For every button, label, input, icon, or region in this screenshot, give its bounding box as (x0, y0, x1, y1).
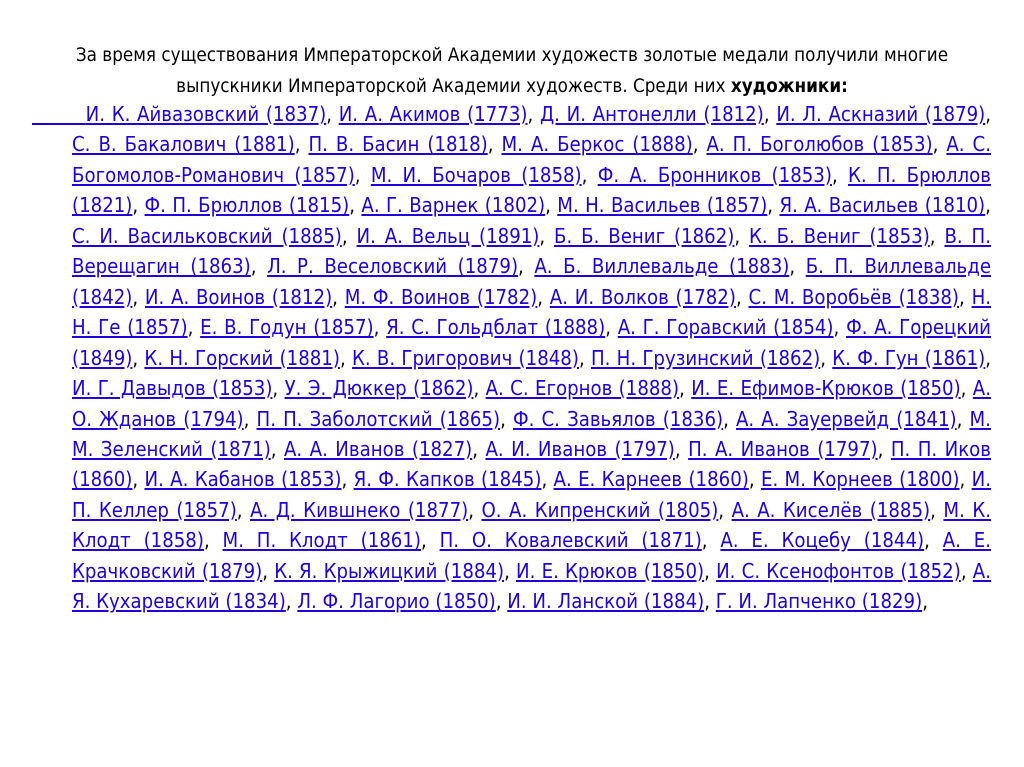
separator: , (820, 345, 833, 370)
artist-link[interactable]: М. П. Клодт (1861) (222, 528, 421, 553)
artist-link[interactable]: П. П. Иков (1860) (72, 436, 991, 492)
artist-link[interactable]: И. А. Воинов (1812) (144, 284, 333, 309)
separator: , (262, 558, 275, 583)
artist-link[interactable]: И. Е. Крюков (1850) (516, 558, 705, 583)
artist-link[interactable]: А. Б. Виллевальде (1883) (534, 254, 790, 279)
artist-link[interactable]: А. Г. Горавский (1854) (617, 315, 834, 340)
artist-link[interactable]: М. Н. Васильев (1857) (557, 193, 768, 218)
separator: , (203, 528, 223, 553)
separator: , (605, 315, 618, 340)
separator: , (294, 132, 309, 157)
indent-underline (32, 102, 86, 126)
artist-link[interactable]: А. Я. Кухаревский (1834) (72, 558, 991, 614)
heading-bold-text: художники: (730, 76, 848, 97)
artist-link[interactable]: А. А. Киселёв (1885) (731, 497, 931, 522)
artist-link[interactable]: Я. Ф. Капков (1845) (353, 467, 542, 492)
separator: , (877, 436, 891, 461)
separator: , (581, 162, 598, 187)
separator: , (985, 102, 992, 126)
separator: , (187, 315, 201, 340)
artist-link[interactable]: С. М. Воробьёв (1838) (748, 284, 960, 309)
artist-link[interactable]: К. Я. Крыжицкий (1884) (274, 558, 505, 583)
artist-link[interactable]: Ф. П. Брюллов (1815) (144, 193, 350, 218)
artist-link[interactable]: Е. М. Корнеев (1800) (760, 467, 960, 492)
separator: , (495, 589, 508, 614)
separator: , (285, 589, 298, 614)
artist-link[interactable]: И. И. Ланской (1884) (507, 589, 705, 614)
artist-link[interactable]: М. М. Зеленский (1871) (72, 406, 991, 461)
artist-link[interactable]: А. Е. Крачковский (1879) (72, 528, 991, 583)
separator: , (468, 497, 482, 522)
separator: , (748, 467, 761, 492)
artist-link[interactable]: Г. И. Лапченко (1829) (715, 589, 923, 614)
artist-link[interactable]: А. Е. Коцебу (1844) (720, 528, 925, 553)
separator: , (985, 193, 991, 218)
separator: , (473, 376, 486, 401)
artist-link[interactable]: А. А. Зауервейд (1841) (736, 406, 957, 431)
separator: , (518, 254, 535, 279)
artist-link[interactable]: К. В. Григорович (1848) (351, 345, 579, 370)
slide-heading (60, 40, 964, 102)
separator: , (674, 436, 689, 461)
heading-text: За время существования Императорской Академии художеств золотые медали получили многие выпускники Императорской Академии художеств. Среди них (75, 45, 949, 97)
artist-link[interactable]: Б. Б. Вениг (1862) (554, 223, 735, 248)
artist-link[interactable]: К. Н. Горский (1881) (144, 345, 340, 370)
separator: , (831, 162, 848, 187)
artist-link[interactable]: А. Е. Карнеев (1860) (553, 467, 749, 492)
separator: , (339, 345, 352, 370)
separator: , (545, 193, 558, 218)
separator: , (734, 223, 750, 248)
separator: , (272, 376, 285, 401)
separator: , (578, 345, 591, 370)
artist-link[interactable]: Л. Р. Веселовский (1879) (267, 254, 519, 279)
separator: , (132, 284, 145, 309)
separator: , (718, 497, 732, 522)
artist-link[interactable]: И. С. Ксенофонтов (1852) (716, 558, 961, 583)
artist-link[interactable]: М. Ф. Воинов (1782) (344, 284, 538, 309)
artist-link[interactable]: В. П. Верещагин (1863) (72, 223, 991, 279)
artist-link[interactable]: И. Е. Ефимов-Крюков (1850) (691, 376, 961, 401)
artist-link[interactable]: П. О. Ковалевский (1871) (439, 528, 702, 553)
separator: , (250, 254, 268, 279)
separator: , (373, 315, 387, 340)
artist-link[interactable]: И. П. Келлер (1857) (72, 467, 991, 522)
artist-link[interactable]: П. А. Иванов (1797) (688, 436, 878, 461)
separator: , (236, 497, 251, 522)
separator: , (132, 193, 145, 218)
separator: , (692, 132, 707, 157)
artist-link[interactable]: Д. И. Антонелли (1812) (539, 102, 764, 126)
artist-link[interactable]: К. П. Брюллов (1821) (72, 162, 991, 218)
separator: , (541, 467, 554, 492)
artist-link[interactable]: И. Г. Давыдов (1853) (72, 376, 273, 401)
separator: , (929, 223, 945, 248)
artist-link[interactable]: Я. А. Васильев (1810) (779, 193, 986, 218)
artist-link[interactable]: А. О. Жданов (1794) (72, 376, 991, 431)
separator: , (326, 102, 339, 126)
artist-link[interactable]: С. В. Бакалович (1881) (72, 132, 295, 157)
separator: , (922, 589, 928, 614)
separator: , (767, 193, 780, 218)
separator: , (763, 102, 777, 126)
artist-link[interactable]: П. П. Заболотский (1865) (256, 406, 501, 431)
artist-link[interactable]: У. Э. Дюккер (1862) (284, 376, 474, 401)
artist-link[interactable]: И. А. Вельц (1891) (356, 223, 540, 248)
artist-link[interactable]: П. Н. Грузинский (1862) (590, 345, 821, 370)
artist-link[interactable]: П. В. Басин (1818) (308, 132, 488, 157)
artist-link[interactable]: С. И. Васильковский (1885) (72, 223, 342, 248)
artist-link[interactable]: А. Д. Кившнеко (1877) (250, 497, 469, 522)
separator: , (930, 497, 944, 522)
artist-link[interactable]: М. К. Клодт (1858) (72, 497, 991, 553)
artist-link[interactable]: Ф. А. Бронников (1853) (597, 162, 832, 187)
artist-link[interactable]: И. А. Акимов (1773) (338, 102, 528, 126)
separator: , (704, 558, 717, 583)
separator: , (679, 376, 692, 401)
artist-link[interactable]: А. Г. Варнек (1802) (361, 193, 546, 218)
artist-link[interactable]: А. И. Иванов (1797) (485, 436, 675, 461)
separator: , (959, 467, 972, 492)
artist-link[interactable]: А. С. Егорнов (1888) (485, 376, 680, 401)
separator: , (723, 406, 736, 431)
separator: , (833, 315, 847, 340)
separator: , (960, 376, 973, 401)
separator: , (349, 193, 362, 218)
artist-link[interactable]: А. П. Боголюбов (1853) (706, 132, 933, 157)
artist-links (72, 102, 991, 613)
separator: , (500, 406, 513, 431)
separator: , (956, 406, 970, 431)
separator: , (527, 102, 540, 126)
separator: , (243, 406, 257, 431)
separator: , (132, 467, 145, 492)
artist-link[interactable]: Ф. А. Горецкий (1849) (72, 315, 991, 370)
artist-link[interactable]: М. А. Беркос (1888) (501, 132, 693, 157)
separator: , (701, 528, 721, 553)
separator: , (341, 223, 357, 248)
separator: , (354, 162, 371, 187)
separator: , (985, 345, 991, 370)
artist-link[interactable]: Ф. С. Завьялов (1836) (512, 406, 724, 431)
separator: , (537, 284, 550, 309)
separator: , (924, 528, 943, 553)
artist-list (72, 99, 991, 617)
separator: , (959, 284, 972, 309)
separator: , (539, 223, 555, 248)
separator: , (132, 345, 145, 370)
separator: , (332, 284, 345, 309)
artist-link[interactable]: М. И. Бочаров (1858) (370, 162, 582, 187)
artist-link[interactable]: А. А. Иванов (1827) (284, 436, 473, 461)
separator: , (472, 436, 486, 461)
artist-link[interactable]: И. Л. Аскназий (1879) (776, 102, 986, 126)
artist-link[interactable]: О. А. Кипренский (1805) (481, 497, 719, 522)
artist-link[interactable]: А. И. Волков (1782) (549, 284, 736, 309)
separator: , (504, 558, 517, 583)
separator: , (341, 467, 354, 492)
artist-link[interactable]: И. А. Кабанов (1853) (144, 467, 342, 492)
artist-link[interactable]: Е. В. Годун (1857) (200, 315, 374, 340)
artist-link[interactable]: И. К. Айвазовский (1837) (85, 102, 327, 126)
separator: , (789, 254, 806, 279)
separator: , (735, 284, 749, 309)
artist-link[interactable]: А. С. Богомолов-Романович (1857) (72, 132, 991, 187)
artist-link[interactable]: К. Б. Вениг (1853) (749, 223, 930, 248)
separator: , (704, 589, 716, 614)
artist-link[interactable]: Л. Ф. Лагорио (1850) (297, 589, 496, 614)
separator: , (487, 132, 502, 157)
separator: , (270, 436, 285, 461)
artist-link[interactable]: Я. С. Гольдблат (1888) (386, 315, 606, 340)
separator: , (421, 528, 440, 553)
artist-link[interactable]: Б. П. Виллевальде (1842) (72, 254, 991, 309)
artist-link[interactable]: Н. Н. Ге (1857) (72, 284, 991, 340)
separator: , (960, 558, 973, 583)
artist-link[interactable]: К. Ф. Гун (1861) (832, 345, 986, 370)
separator: , (932, 132, 947, 157)
